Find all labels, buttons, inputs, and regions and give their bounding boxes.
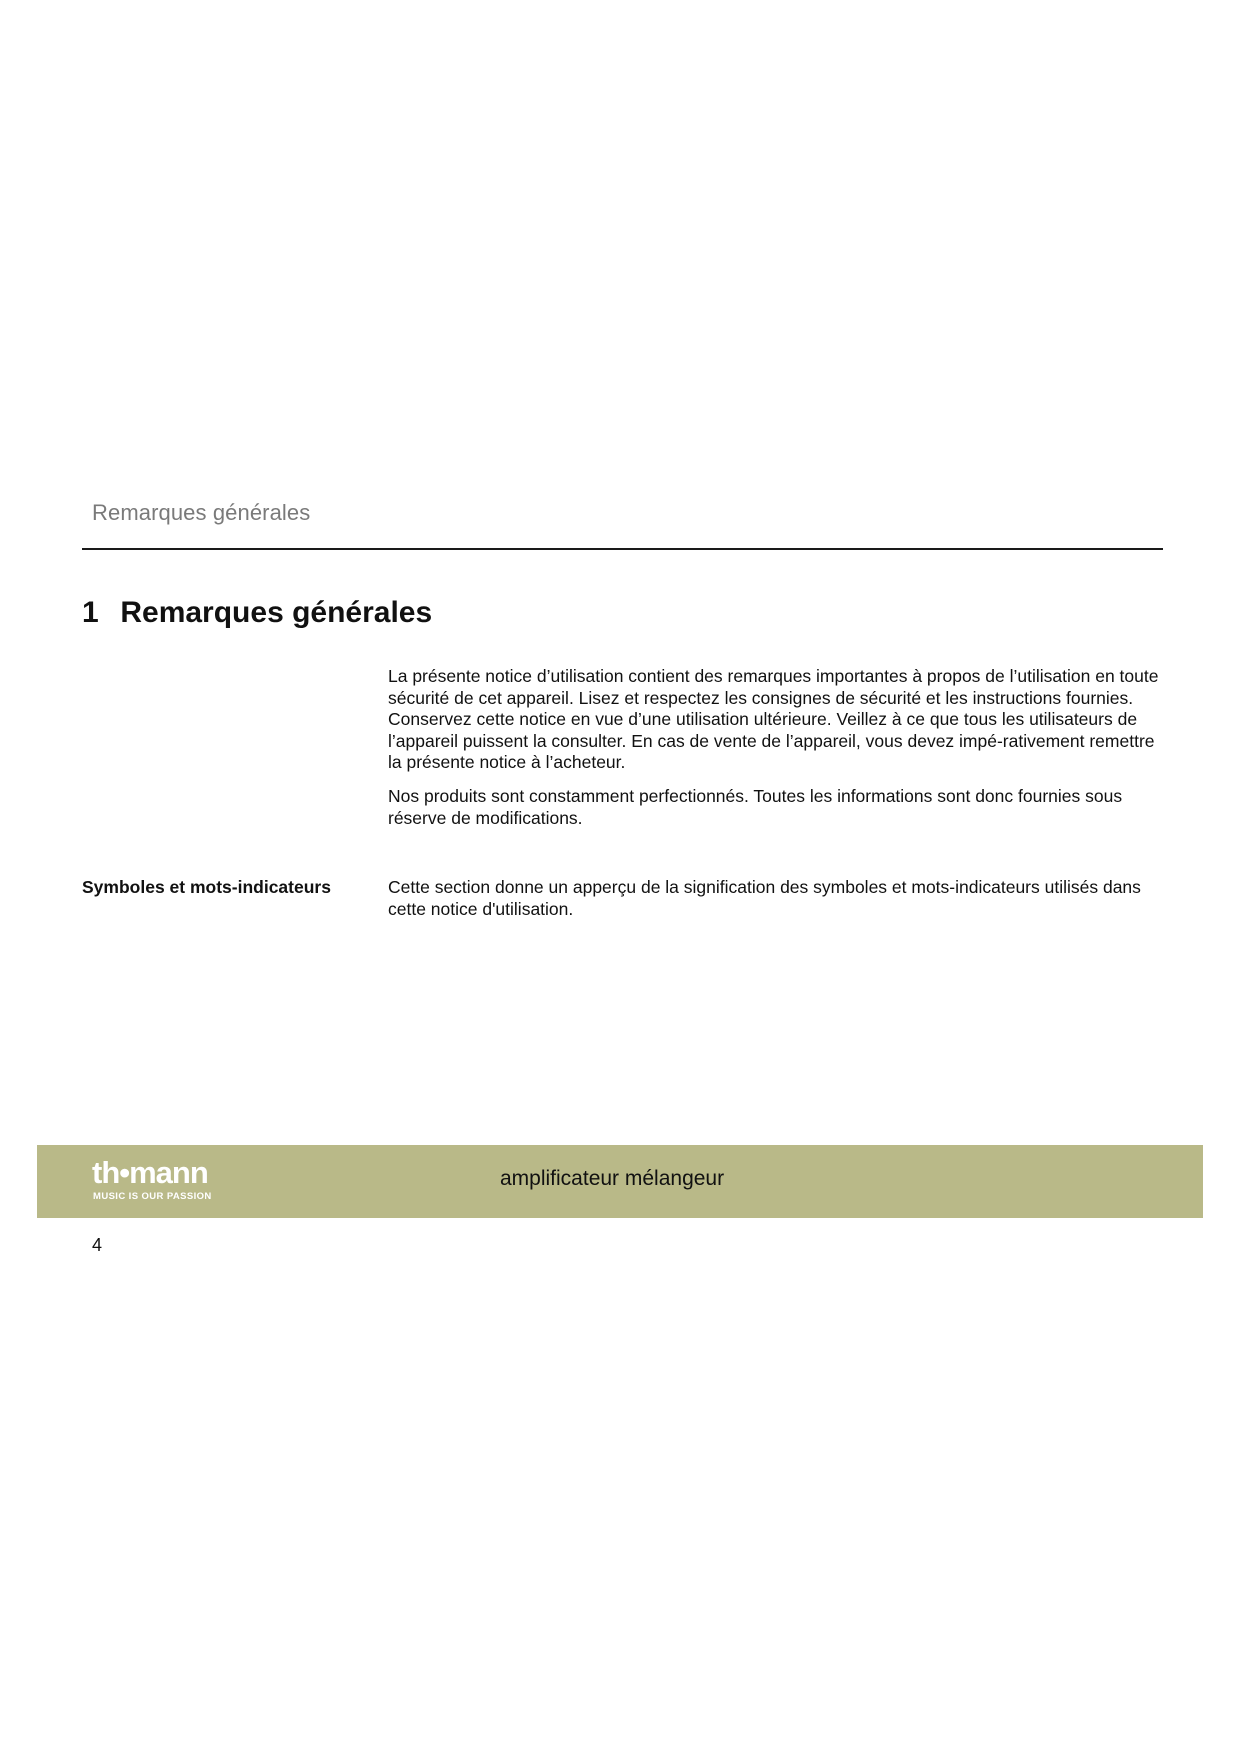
- symbols-section-heading: Symboles et mots-indicateurs: [82, 877, 331, 897]
- chapter-title: [82, 596, 432, 630]
- running-header: Remarques générales: [92, 500, 311, 525]
- chapter-title-text: Remarques générales: [120, 596, 433, 629]
- thomann-logo: [92, 1155, 242, 1204]
- symbols-section-body: [388, 877, 1163, 920]
- header-rule: [82, 548, 1163, 550]
- page-number: 4: [92, 1235, 103, 1255]
- intro-paragraph-2: [388, 786, 1163, 829]
- intro-paragraph-2-text: Nos produits sont constamment perfectionnés. Toutes les informations sont donc fournies sous réserve de modifications.: [388, 786, 1123, 828]
- footer-product-name: amplificateur mélangeur: [500, 1167, 725, 1190]
- chapter-number: 1: [82, 596, 99, 629]
- symbols-section-text: Cette section donne un apperçu de la signification des symboles et mots-indicateurs utilisés dans cette notice d'utilisation.: [388, 877, 1141, 919]
- logo-tagline: MUSIC IS OUR PASSION: [93, 1191, 212, 1202]
- intro-paragraph-1-text: La présente notice d’utilisation contient des remarques importantes à propos de l’utilisation en toute sécurité de cet appareil. Lisez et respectez les consignes de sécurité et les instructions fournies. Conservez cette notice en vue d’une utilisation ultérieure. Veillez à ce que tous les utilisateurs de l’appareil puissent la consulter. En cas de vente de l’appareil, vous devez impé-rativement remettre la présente notice à l’acheteur.: [388, 666, 1159, 772]
- intro-paragraph-1: [388, 666, 1163, 774]
- footer-band: [37, 1145, 1203, 1218]
- logo-wordmark: th•mann: [92, 1155, 208, 1190]
